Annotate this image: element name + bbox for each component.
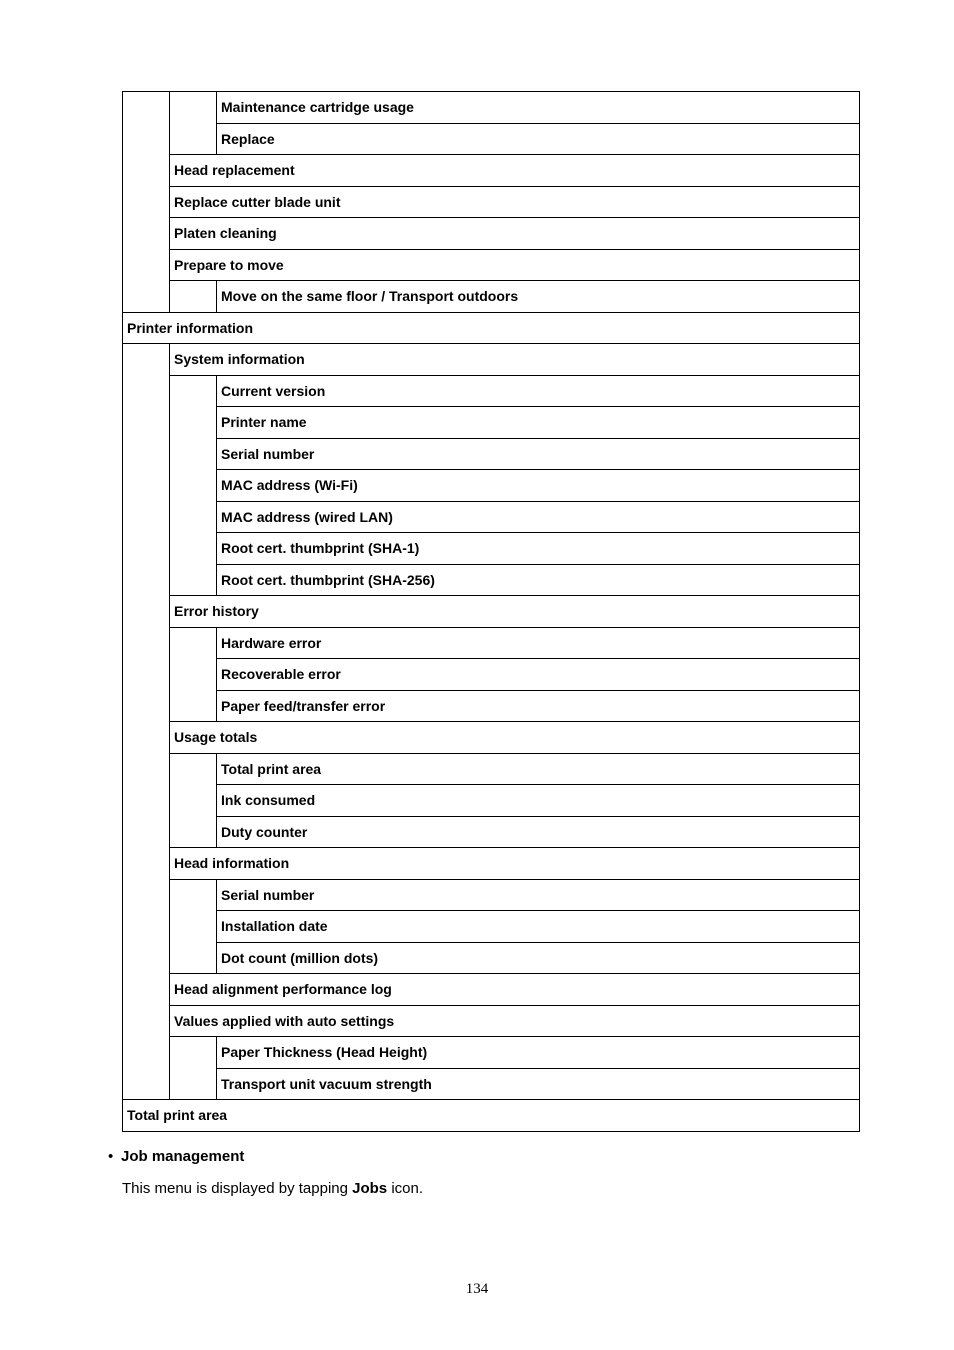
menu-table bbox=[122, 91, 860, 1132]
menu-subitem: MAC address (wired LAN) bbox=[216, 501, 860, 534]
menu-subitem: MAC address (Wi-Fi) bbox=[216, 469, 860, 502]
indent-spacer bbox=[122, 343, 170, 1100]
menu-subitem: Maintenance cartridge usage bbox=[216, 91, 860, 124]
menu-subitem: Installation date bbox=[216, 910, 860, 943]
menu-item: Prepare to move bbox=[169, 249, 860, 282]
menu-subitem: Dot count (million dots) bbox=[216, 942, 860, 975]
menu-item: Head alignment performance log bbox=[169, 973, 860, 1006]
menu-subitem: Serial number bbox=[216, 438, 860, 471]
menu-subitem: Total print area bbox=[216, 753, 860, 786]
indent-spacer bbox=[169, 753, 217, 849]
menu-item: Error history bbox=[169, 595, 860, 628]
menu-item: System information bbox=[169, 343, 860, 376]
indent-spacer bbox=[169, 627, 217, 723]
menu-item: Values applied with auto settings bbox=[169, 1005, 860, 1038]
menu-subitem: Current version bbox=[216, 375, 860, 408]
menu-subitem: Transport unit vacuum strength bbox=[216, 1068, 860, 1101]
menu-subitem: Root cert. thumbprint (SHA-256) bbox=[216, 564, 860, 597]
page-number: 134 bbox=[465, 1281, 489, 1297]
menu-subitem: Recoverable error bbox=[216, 658, 860, 691]
jobs-term: Jobs bbox=[352, 1180, 388, 1197]
menu-subitem: Replace bbox=[216, 123, 860, 156]
indent-spacer bbox=[169, 280, 217, 313]
bullet-title: Job management bbox=[121, 1148, 245, 1165]
description-text-end: icon. bbox=[387, 1180, 424, 1197]
menu-subitem: Move on the same floor / Transport outdoors bbox=[216, 280, 860, 313]
indent-spacer bbox=[169, 91, 217, 155]
bullet-marker: • bbox=[108, 1148, 114, 1165]
menu-subitem: Duty counter bbox=[216, 816, 860, 849]
menu-item: Usage totals bbox=[169, 721, 860, 754]
menu-subitem: Hardware error bbox=[216, 627, 860, 660]
menu-subitem: Serial number bbox=[216, 879, 860, 912]
indent-spacer bbox=[169, 879, 217, 975]
menu-subitem: Ink consumed bbox=[216, 784, 860, 817]
menu-subitem: Printer name bbox=[216, 406, 860, 439]
bullet-item bbox=[108, 1147, 244, 1167]
menu-subitem: Paper feed/transfer error bbox=[216, 690, 860, 723]
description-text: This menu is displayed by tapping bbox=[122, 1180, 353, 1197]
indent-spacer bbox=[169, 1036, 217, 1100]
menu-category: Total print area bbox=[122, 1099, 860, 1132]
menu-item: Platen cleaning bbox=[169, 217, 860, 250]
menu-subitem: Paper Thickness (Head Height) bbox=[216, 1036, 860, 1069]
menu-item: Replace cutter blade unit bbox=[169, 186, 860, 219]
menu-category: Printer information bbox=[122, 312, 860, 345]
bullet-description bbox=[122, 1179, 423, 1199]
indent-spacer bbox=[169, 375, 217, 597]
indent-spacer bbox=[122, 91, 170, 313]
menu-item: Head information bbox=[169, 847, 860, 880]
menu-subitem: Root cert. thumbprint (SHA-1) bbox=[216, 532, 860, 565]
menu-item: Head replacement bbox=[169, 154, 860, 187]
